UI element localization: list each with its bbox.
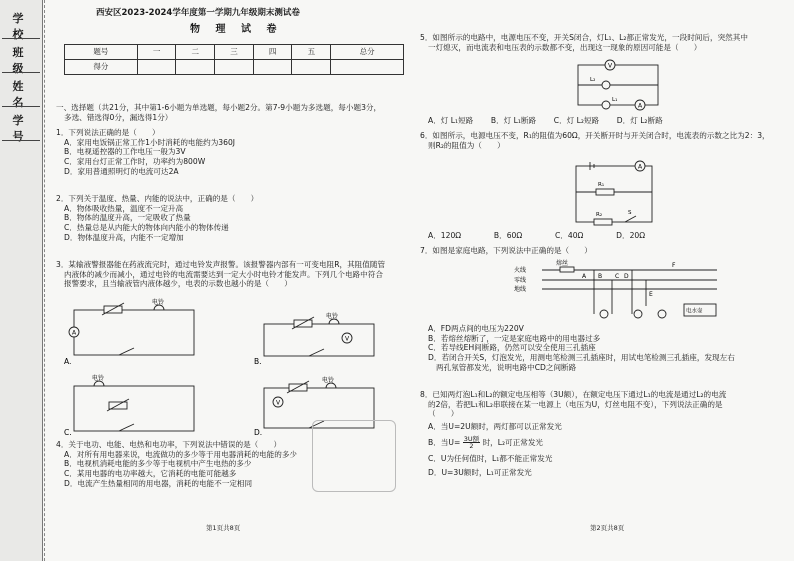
option: D．U=3U额时，L₁可正常发光 — [428, 467, 532, 477]
score-cell[interactable] — [331, 60, 404, 75]
q6-circuit-diagram — [570, 158, 660, 226]
divider — [2, 72, 40, 73]
bell-label: 电铃 — [92, 375, 105, 382]
binding-line — [44, 0, 45, 561]
score-header: 五 — [292, 45, 331, 60]
class-label: 班 级 — [12, 46, 30, 75]
page-2 — [420, 0, 786, 561]
exam-title: 西安区2023-2024学年度第一学期九年级期末测试卷 — [96, 8, 300, 18]
divider — [2, 38, 40, 39]
option: A．当U=2U额时，两灯都可以正常发光 — [428, 422, 562, 432]
svg-text:V: V — [608, 62, 613, 70]
subject-title: 物 理 试 卷 — [190, 24, 283, 35]
score-header: 三 — [215, 45, 254, 60]
svg-text:B: B — [598, 273, 603, 280]
fuse-label: 熔丝 — [556, 260, 569, 267]
svg-text:D: D — [624, 273, 629, 280]
svg-text:F: F — [672, 262, 676, 269]
page-number: 第1页共8页 — [206, 524, 241, 532]
option: D．电流产生热量相同的用电器，消耗的电能不一定相同 — [64, 478, 253, 488]
score-header: 一 — [137, 45, 176, 60]
option: B．60Ω — [493, 231, 523, 240]
score-cell[interactable] — [176, 60, 215, 75]
svg-text:L₁: L₁ — [612, 97, 618, 103]
option: D．物体温度升高，内能不一定增加 — [64, 232, 184, 242]
score-header: 四 — [253, 45, 292, 60]
svg-text:A: A — [72, 329, 77, 337]
fraction: $\frac{\text{3U额}}{2}$ — [463, 434, 480, 451]
q6-options — [420, 231, 786, 241]
student-info-sidebar — [0, 0, 43, 561]
svg-text:R₁: R₁ — [598, 182, 605, 188]
q7-household-circuit — [512, 258, 722, 322]
option: B．电视机消耗电能的多少等于电视机中产生电热的多少 — [64, 459, 252, 469]
svg-text:E: E — [649, 291, 653, 298]
option: C．40Ω — [554, 231, 584, 240]
q5-circuit-diagram — [570, 57, 680, 113]
question-8: 8．已知两灯泡L₁和L₂的额定电压相等（3U额），在额定电压下通过L₁的电流是通过L₂的电流 的2倍，若把L₁和L₂串联接在某一电源上（电压为U，灯丝电阻不变），下列说法正确的是 （ ） A．当U=2U额时，两灯都可以正常发光 B．当U= $\frac{\text{3U额}}{2}$ 时，L₂可正常发光 C．U为任何值时，L₁都不能正常发光 D．U=3U额时，L₁可正常发光 — [420, 390, 786, 477]
option-label: B. — [254, 357, 262, 366]
faint-stamp — [312, 420, 396, 492]
question-4: 4．关于电功、电能、电热和电功率，下列说法中错误的是（ ） A．对所有用电器来说，电流做功的多少等于用电器消耗的电能的多少 B．电视机消耗电能的多少等于电视机中产生电热的多少 C．某用电器的电功率越大，它消耗的电能可能越多 D．电流产生热量相同的用电器，消耗的电能不一定相同 — [56, 440, 414, 489]
svg-text:C: C — [615, 273, 620, 280]
page-number: 第2页共8页 — [590, 524, 625, 532]
score-table — [64, 44, 404, 75]
q3-circuit-diagrams — [64, 298, 404, 438]
score-row-label: 得分 — [65, 60, 138, 75]
option: B．灯 L₁断路 — [490, 116, 537, 125]
question-6: 6．如图所示，电源电压不变，R₁的阻值为60Ω，开关断开时与开关闭合时，电流表的示数之比为2：3， 则R₂的阻值为（ ） — [420, 131, 770, 150]
name-label: 姓 名 — [12, 80, 30, 109]
option: C．U为任何值时，L₁都不能正常发光 — [428, 453, 553, 463]
option: B．若熔丝熔断了，一定是家庭电路中的用电器过多 — [428, 333, 601, 343]
bell-label: 电铃 — [152, 299, 165, 306]
svg-text:L₂: L₂ — [590, 77, 596, 83]
option: A．FD两点间的电压为220V — [428, 324, 524, 333]
option: A．对所有用电器来说，电流做功的多少等于用电器消耗的电能的多少 — [64, 449, 298, 459]
option: A．家用电饭锅正常工作1小时消耗的电能约为360J — [64, 137, 236, 147]
svg-text:A: A — [638, 163, 643, 171]
wire-label: 零线 — [514, 277, 527, 284]
option-continued: 两孔氖管都发光，说明电路中CD之间断路 — [436, 362, 577, 372]
option: C．热量总是从内能大的物体向内能小的物体传递 — [64, 223, 229, 233]
option: A．物体吸收热量，温度不一定升高 — [64, 203, 184, 213]
score-cell[interactable] — [253, 60, 292, 75]
option: D．灯 L₂断路 — [616, 116, 663, 125]
q7-options — [420, 324, 786, 373]
student-id-label: 学 号 — [12, 114, 30, 143]
page-1 — [56, 0, 414, 561]
question-1: 1．下列说法正确的是（ ） A．家用电饭锅正常工作1小时消耗的电能约为360J B．电视遥控器的工作电压一般为3V C．家用台灯正常工作时，功率约为800W D．家用普通照明灯的电流可达2A — [56, 128, 414, 177]
svg-text:A: A — [638, 102, 643, 110]
option-label: D. — [254, 428, 263, 437]
bell-label: 电铃 — [322, 377, 335, 384]
kettle-label: 电水壶 — [686, 308, 703, 315]
option: D．若闭合开关S，灯泡发光，用测电笔检测三孔插座时，用试电笔检测三孔插座，发现左右 — [428, 353, 735, 363]
score-cell[interactable] — [292, 60, 331, 75]
question-7: 7．如图是家庭电路，下列说法中正确的是（ ） — [420, 246, 592, 255]
option: B．电视遥控器的工作电压一般为3V — [64, 147, 186, 157]
score-cell[interactable] — [215, 60, 254, 75]
option: C．某用电器的电功率越大，它消耗的电能可能越多 — [64, 469, 237, 479]
svg-text:V: V — [345, 335, 350, 343]
section-1-instructions: 一、选择题（共21分，其中第1-6小题为单选题，每小题2分。第7-9小题为多选题，每小题3分， 多选、错选得0分，漏选得1分） — [56, 103, 382, 122]
q5-options — [420, 116, 786, 126]
wire-label: 火线 — [514, 267, 527, 274]
option-label: C. — [64, 428, 72, 437]
question-2: 2．下列关于温度、热量、内能的说法中，正确的是（ ） A．物体吸收热量，温度不一定升高 B．物体的温度升高，一定吸收了热量 C．热量总是从内能大的物体向内能小的物体传递 D．物体温度升高，内能不一定增加 — [56, 194, 414, 243]
wire-label: 地线 — [514, 286, 527, 293]
score-header: 总分 — [331, 45, 404, 60]
option: D．家用普通照明灯的电流可达2A — [64, 166, 179, 176]
svg-text:R₂: R₂ — [596, 212, 603, 218]
svg-text:A: A — [582, 273, 587, 280]
option: D．20Ω — [616, 231, 646, 240]
svg-text:V: V — [276, 399, 281, 407]
option: A．120Ω — [428, 231, 462, 240]
divider — [2, 106, 40, 107]
svg-text:S: S — [628, 210, 632, 216]
divider — [2, 140, 40, 141]
bell-label: 电铃 — [326, 313, 339, 320]
option: C．灯 L₂短路 — [553, 116, 600, 125]
option-label: A. — [64, 357, 72, 366]
question-3: 3．某输液警报器能在药液流完时，通过电铃发声报警。该报警器内部有一可变电阻R，其阻值随管 内液体的减少而减小，通过电铃的电流需要达到一定大小时电铃才能发声。下列几个电路中符合 报警要求，且当输液管内液体越少，电表的示数也越小的是（ ） — [56, 260, 386, 289]
option: A．灯 L₁短路 — [428, 116, 474, 125]
option: C．家用台灯正常工作时，功率约为800W — [64, 157, 206, 167]
school-label: 学 校 — [12, 12, 30, 41]
score-cell[interactable] — [137, 60, 176, 75]
option: B．当U= $\frac{\text{3U额}}{2}$ 时，L₂可正常发光 — [428, 434, 544, 451]
score-header: 二 — [176, 45, 215, 60]
option: C．若导线EH间断路，仍然可以安全使用三孔插座 — [428, 343, 596, 353]
score-header: 题号 — [65, 45, 138, 60]
question-5: 5．如图所示的电路中，电源电压不变，开关S闭合，灯L₁、L₂都正常发光，一段时间后，突然其中 一灯熄灭，而电流表和电压表的示数都不变，出现这一现象的原因可能是（ ） — [420, 33, 748, 52]
option: B．物体的温度升高，一定吸收了热量 — [64, 213, 191, 223]
